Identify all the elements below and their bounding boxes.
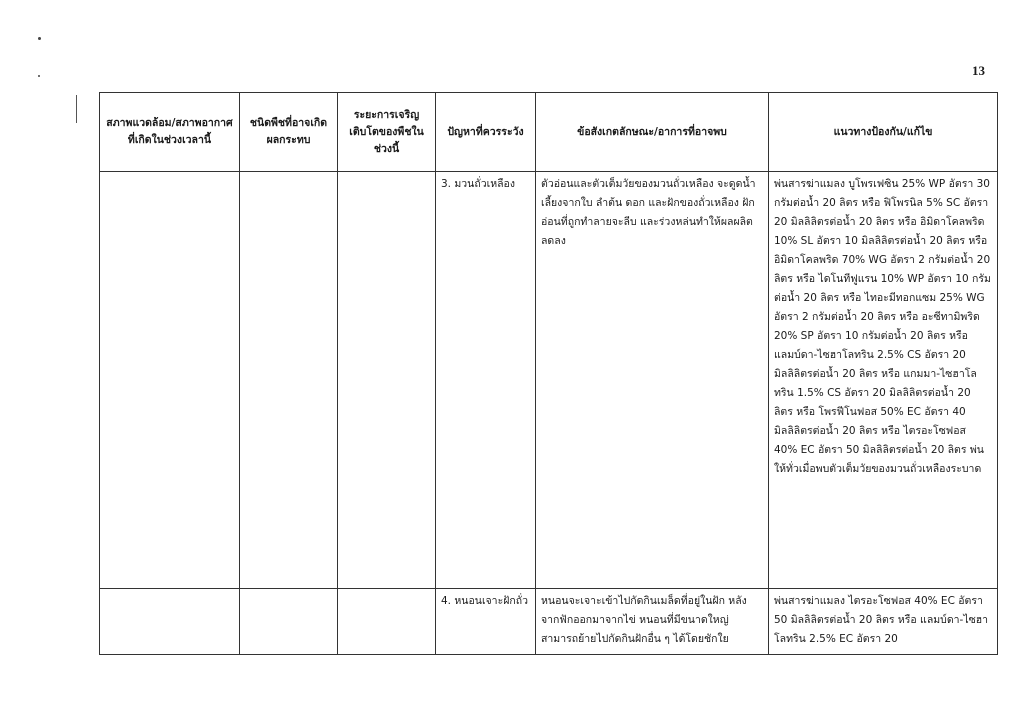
table-row bbox=[100, 172, 998, 589]
cell-prevention: พ่นสารฆ่าแมลง ไตรอะโซฟอส 40% EC อัตรา 50 มิลลิลิตรต่อน้ำ 20 ลิตร หรือ แลมบ์ดา-ไซฮาโลทริน 2.5% EC อัตรา 20 bbox=[769, 589, 998, 655]
cell-stage bbox=[338, 589, 436, 655]
cell-symptoms: ตัวอ่อนและตัวเต็มวัยของมวนถั่วเหลือง จะดูดน้ำเลี้ยงจากใบ ลำต้น ดอก และฝักของถั่วเหลือง ฝักอ่อนที่ถูกทำลายจะลีบ และร่วงหล่นทำให้ผลผลิตลดลง bbox=[536, 172, 769, 589]
header-prevention: แนวทางป้องกัน/แก้ไข bbox=[769, 93, 998, 172]
cell-symptoms: หนอนจะเจาะเข้าไปกัดกินเมล็ดที่อยู่ในฝัก หลังจากฟักออกมาจากไข่ หนอนที่มีขนาดใหญ่ สามารถย้ายไปกัดกินฝักอื่น ๆ ได้โดยชักใย bbox=[536, 589, 769, 655]
cell-crop bbox=[240, 589, 338, 655]
cell-problem: 3. มวนถั่วเหลือง bbox=[436, 172, 536, 589]
cell-environment bbox=[100, 172, 240, 589]
header-symptoms: ข้อสังเกตลักษณะ/อาการที่อาจพบ bbox=[536, 93, 769, 172]
header-environment: สภาพแวดล้อม/สภาพอากาศที่เกิดในช่วงเวลานี้ bbox=[100, 93, 240, 172]
header-growth-stage: ระยะการเจริญเติบโตของพืชในช่วงนี้ bbox=[338, 93, 436, 172]
pest-management-table bbox=[99, 92, 998, 655]
cell-prevention: พ่นสารฆ่าแมลง บูโพรเฟซิน 25% WP อัตรา 30 กรัมต่อน้ำ 20 ลิตร หรือ ฟิโพรนิล 5% SC อัตรา 20 มิลลิลิตรต่อน้ำ 20 ลิตร หรือ อิมิดาโคลพริด 10% SL อัตรา 10 มิลลิลิตรต่อน้ำ 20 ลิตร หรือ อิมิดาโคลพริด 70% WG อัตรา 2 กรัมต่อน้ำ 20 ลิตร หรือ ไดโนทีฟูแรน 10% WP อัตรา 10 กรัมต่อน้ำ 20 ลิตร หรือ ไทอะมีทอกแซม 25% WG อัตรา 2 กรัมต่อน้ำ 20 ลิตร หรือ อะซีทามิพริด 20% SP อัตรา 10 กรัมต่อน้ำ 20 ลิตร หรือ แลมบ์ดา-ไซฮาโลทริน 2.5% CS อัตรา 20 มิลลิลิตรต่อน้ำ 20 ลิตร หรือ แกมมา-ไซฮาโลทริน 1.5% CS อัตรา 20 มิลลิลิตรต่อน้ำ 20 ลิตร หรือ โพรฟีโนฟอส 50% EC อัตรา 40 มิลลิลิตรต่อน้ำ 20 ลิตร หรือ ไตรอะโซฟอส 40% EC อัตรา 50 มิลลิลิตรต่อน้ำ 20 ลิตร พ่นให้ทั่วเมื่อพบตัวเต็มวัยของมวนถั่วเหลืองระบาด bbox=[769, 172, 998, 589]
table-header-row bbox=[100, 93, 998, 172]
header-problem: ปัญหาที่ควรระวัง bbox=[436, 93, 536, 172]
scan-speck bbox=[38, 37, 41, 40]
cell-stage bbox=[338, 172, 436, 589]
header-crop: ชนิดพืชที่อาจเกิดผลกระทบ bbox=[240, 93, 338, 172]
page-number: 13 bbox=[972, 63, 985, 78]
scan-speck bbox=[38, 75, 40, 77]
cell-environment bbox=[100, 589, 240, 655]
scan-margin-line bbox=[76, 95, 77, 123]
table-row bbox=[100, 589, 998, 655]
cell-problem: 4. หนอนเจาะฝักถั่ว bbox=[436, 589, 536, 655]
cell-crop bbox=[240, 172, 338, 589]
